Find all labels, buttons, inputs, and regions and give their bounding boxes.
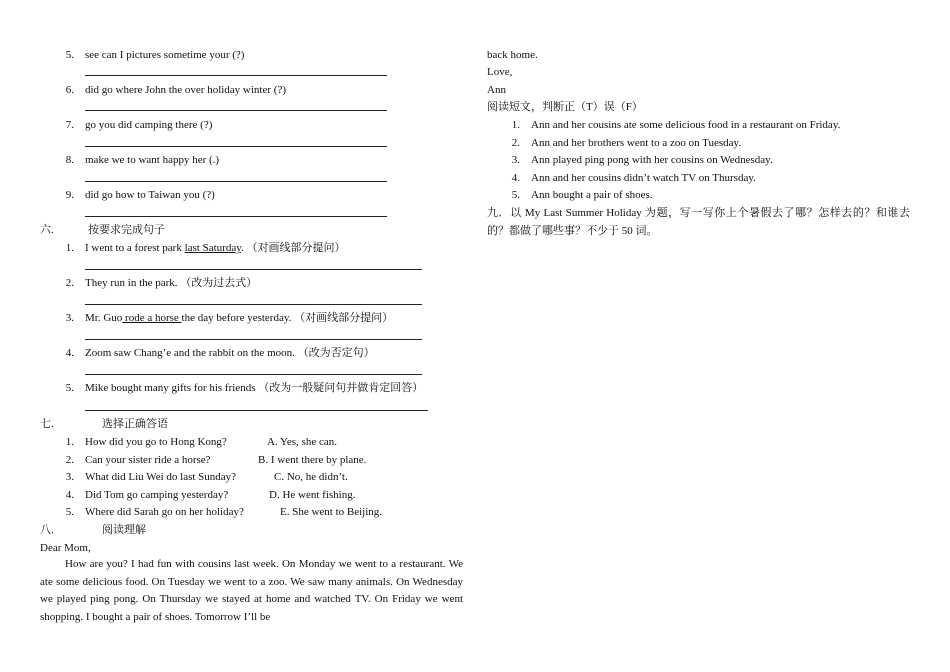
answer-line[interactable] bbox=[85, 304, 422, 305]
answer-option: D. He went fishing. bbox=[269, 489, 356, 501]
answer-option: E. She went to Beijing. bbox=[280, 506, 383, 518]
answer-option: A. Yes, she can. bbox=[267, 436, 337, 448]
underlined-phrase: rode a horse bbox=[122, 312, 182, 324]
letter-greeting: Dear Mom, bbox=[40, 542, 91, 554]
letter-body: How are you? I had fun with cousins last week. On Monday we went to a restaurant. We ate some delicious food. On Tuesday we went to a zoo. We saw many animals. On Wednesday we played ping pong. On Thursday we stayed at home and watched TV. On Friday we went shopping. I bought a pair of shoes. Tomorrow I’ll be bbox=[40, 558, 463, 623]
answer-line[interactable] bbox=[85, 269, 422, 270]
answer-line[interactable] bbox=[85, 146, 387, 147]
question-text: How did you go to Hong Kong? bbox=[85, 436, 227, 448]
writing-prompt: 九．以 My Last Summer Holiday 为题，写一写你上个暑假去了哪？怎样去的？和谁去的？都做了哪些事？不少于 50 词。 bbox=[487, 207, 910, 237]
answer-line[interactable] bbox=[85, 410, 428, 411]
letter-signature: Ann bbox=[487, 84, 506, 96]
answer-line[interactable] bbox=[85, 374, 422, 375]
answer-option: C. No, he didn’t. bbox=[274, 471, 348, 483]
letter-closing: Love, bbox=[487, 66, 513, 78]
question-text: Did Tom go camping yesterday? bbox=[85, 489, 229, 501]
true-false-instruction: 阅读短文，判断正（T）误（F） bbox=[487, 101, 643, 113]
letter-body-continued: back home. bbox=[487, 49, 538, 61]
answer-line[interactable] bbox=[85, 216, 387, 217]
answer-line[interactable] bbox=[85, 75, 387, 76]
answer-line[interactable] bbox=[85, 110, 387, 111]
answer-line[interactable] bbox=[85, 339, 422, 340]
answer-line[interactable] bbox=[85, 181, 387, 182]
underlined-phrase: last Saturday bbox=[184, 242, 241, 254]
question-text: Can your sister ride a horse? bbox=[85, 454, 211, 466]
question-text: Where did Sarah go on her holiday? bbox=[85, 506, 244, 518]
question-text: What did Liu Wei do last Sunday? bbox=[85, 471, 237, 483]
answer-option: B. I went there by plane. bbox=[258, 454, 367, 466]
